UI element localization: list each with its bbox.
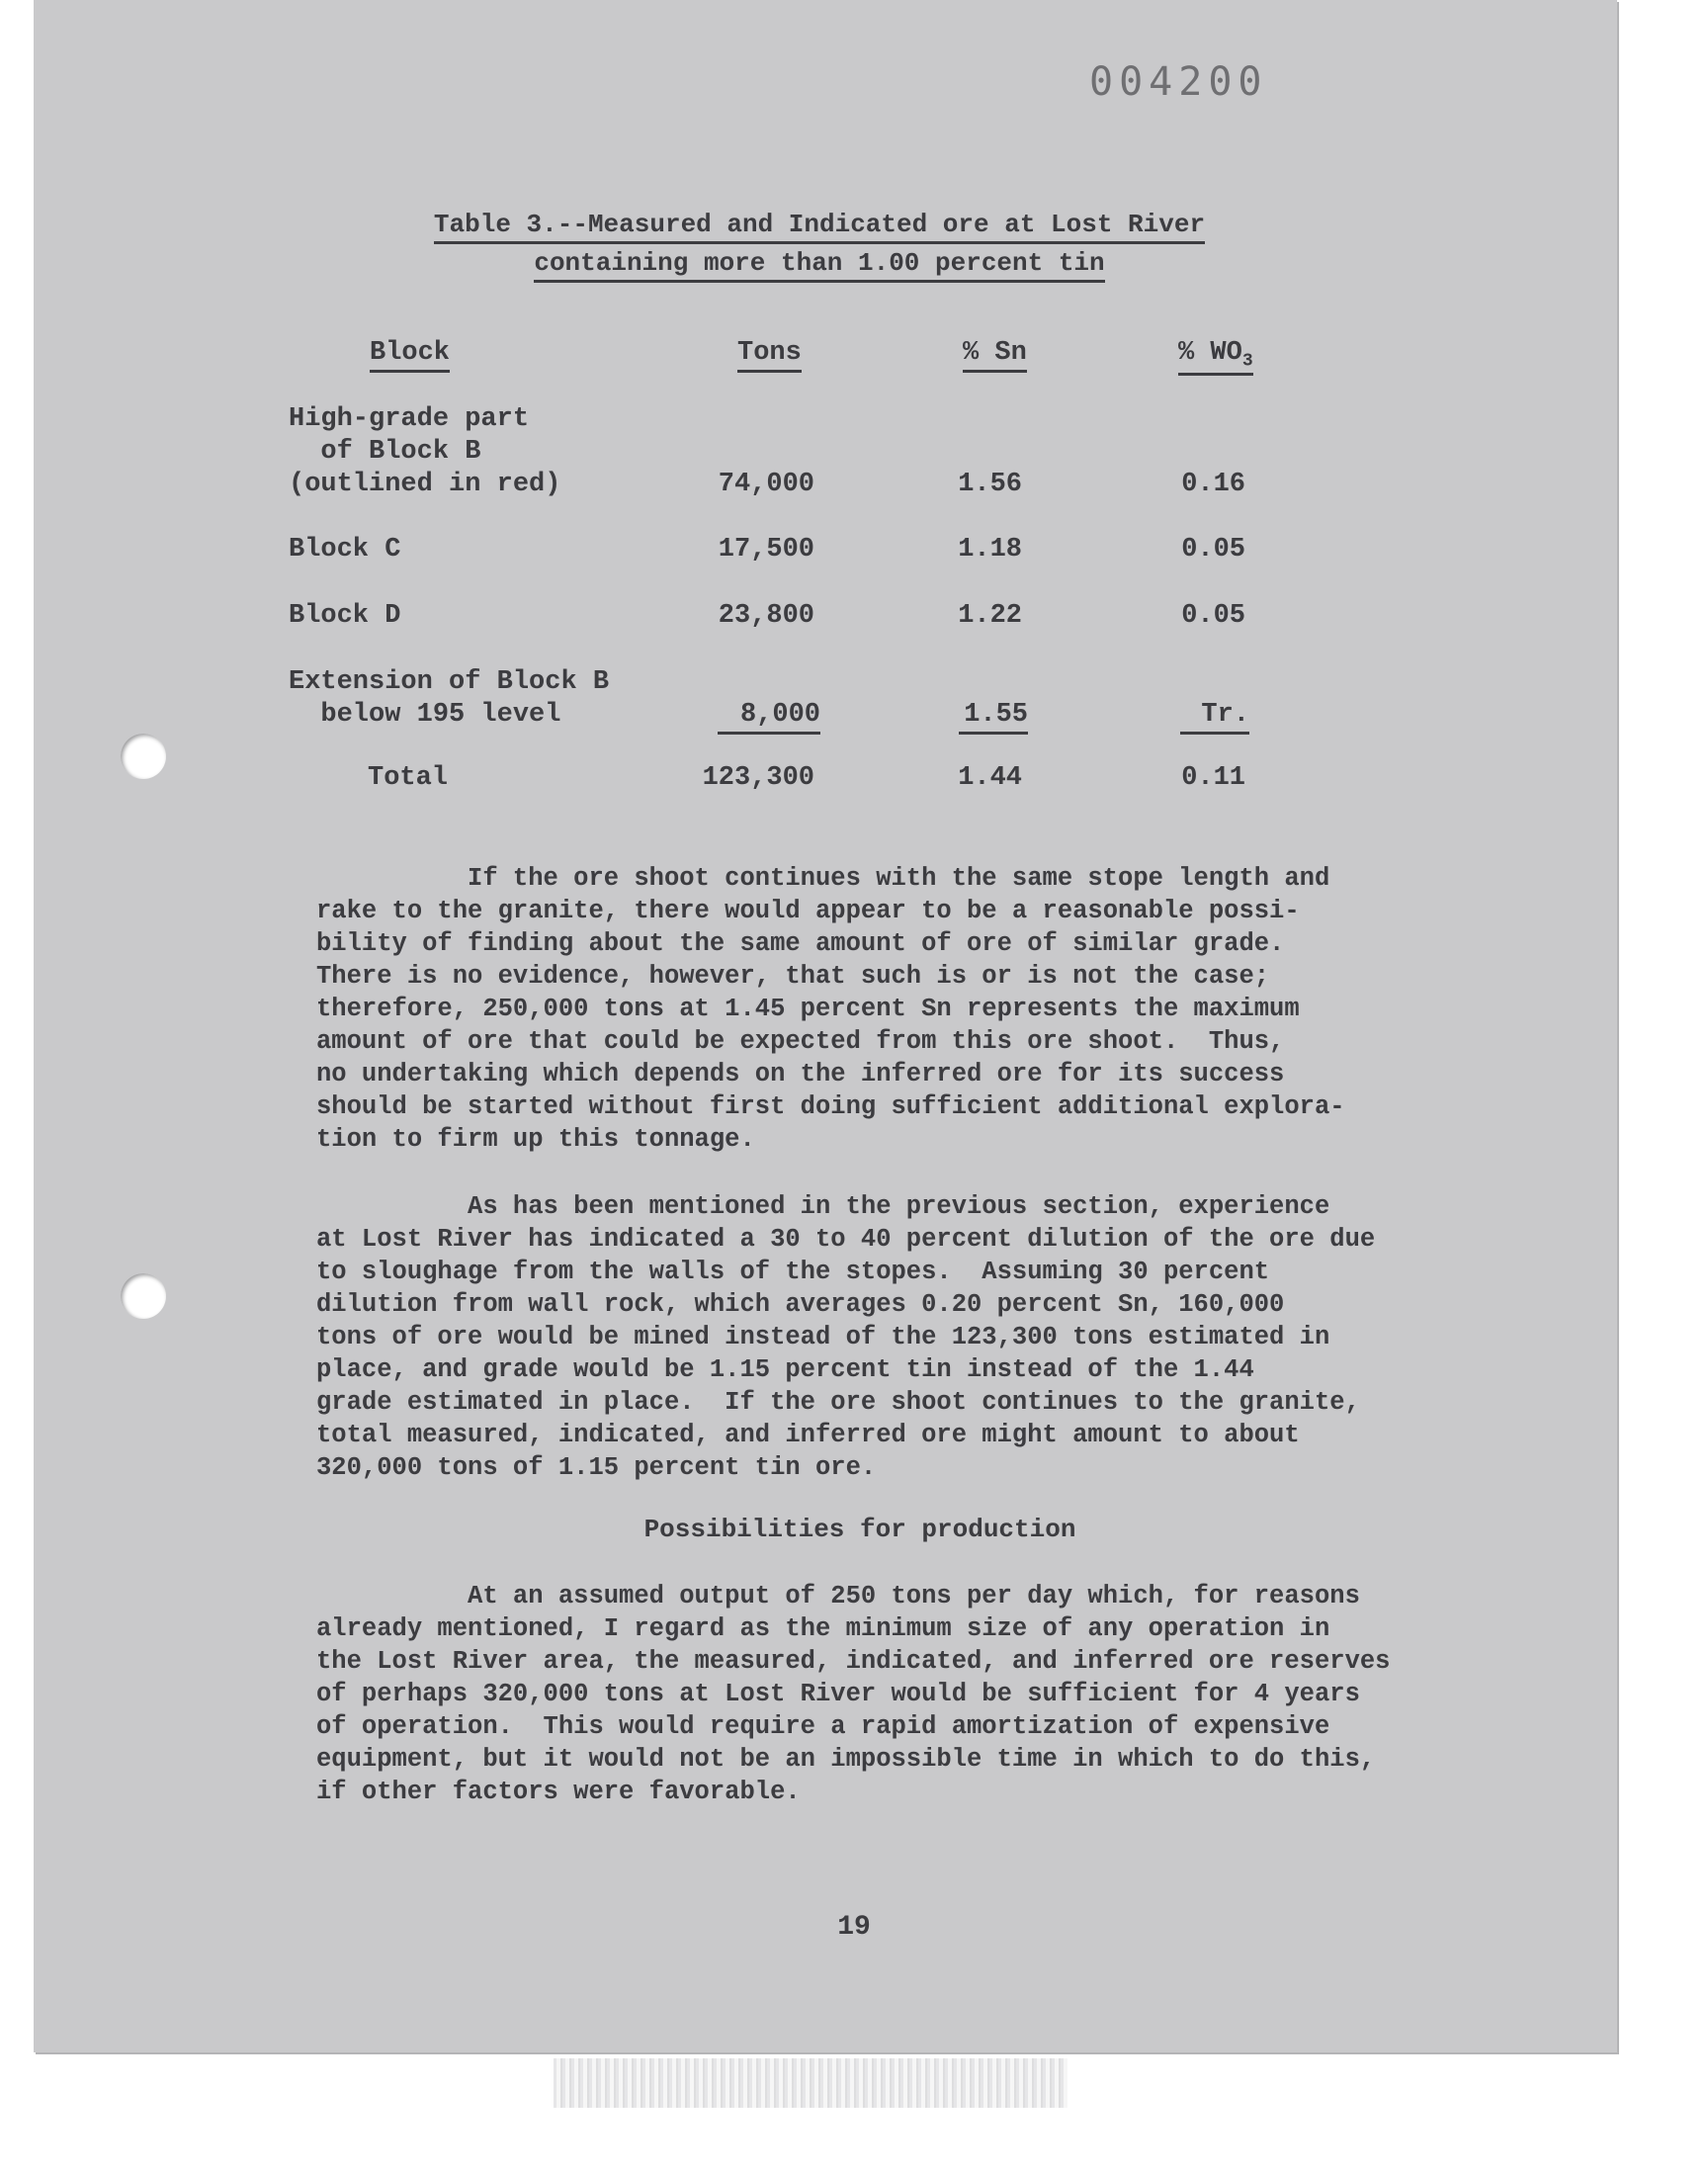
column-header-sn: % Sn (963, 338, 1027, 373)
column-header-tons: Tons (737, 338, 802, 373)
table-total-wo3: 0.11 (1181, 763, 1245, 793)
table-total-tons: 123,300 (702, 763, 814, 793)
table-title-line-2: containing more than 1.00 percent tin (534, 246, 1104, 283)
scan-edge-artifact (554, 2058, 1068, 2108)
table-cell-sn: 1.18 (958, 535, 1022, 565)
table-cell-tons: 74,000 (718, 470, 814, 499)
column-header-wo3: % $WO_3$ (1178, 338, 1253, 376)
column-header-block: Block (370, 338, 450, 373)
table-cell-wo3: 0.05 (1181, 601, 1245, 631)
section-heading: Possibilities for production (643, 1515, 1076, 1544)
table-row-label: Block C (289, 535, 401, 565)
punch-hole-lower (121, 1273, 166, 1319)
table-cell-sn: 1.56 (958, 470, 1022, 499)
table-row-label: Extension of Block B below 195 level (289, 667, 610, 730)
table-cell-wo3: 0.16 (1181, 470, 1245, 499)
table-cell-wo3: 0.05 (1181, 535, 1245, 565)
table-title-line-1: Table 3.--Measured and Indicated ore at Lost River (434, 208, 1205, 244)
table-cell-tons: 17,500 (718, 535, 814, 565)
table-cell-sn: 1.22 (958, 601, 1022, 631)
table-row-label: Block D (289, 601, 401, 631)
page-number: 19 (837, 1912, 871, 1943)
document-stamp-number: 004200 (1089, 59, 1268, 105)
table-title (320, 208, 1319, 285)
document-page (34, 0, 1617, 2052)
table-cell-tons: 8,000 (712, 700, 820, 735)
body-paragraph-2: As has been mentioned in the previous section, experience at Lost River has indicated a 30 to 40 percent dilution of the ore due to sloughage from the walls of the stopes. Assuming 30 percent dilution from wall rock, which averages 0.20 percent Sn, 160,000 tons of ore would be mined instead of the 123,300 tons estimated in place, and grade would be 1.15 percent tin instead of the 1.44 grade estimated in place. If the ore shoot continues to the granite, total measured, indicated, and inferred ore might amount to about 320,000 tons of 1.15 percent tin ore. (316, 1192, 1376, 1482)
punch-hole-upper (121, 734, 166, 779)
table-total-sn: 1.44 (958, 763, 1022, 793)
table-row-label: High-grade part of Block B (outlined in red) (289, 404, 561, 499)
body-paragraph-1: If the ore shoot continues with the same stope length and rake to the granite, there would appear to be a reasonable possi- bility of finding about the same amount of ore of similar grade. There is no evidence, however, that such is or is not the case; therefore, 250,000 tons at 1.45 percent Sn represents the maximum amount of ore that could be expected from this ore shoot. Thus, no undertaking which depends on the inferred ore for its success should be started without first doing sufficient additional explora- tion to firm up this tonnage. (316, 864, 1345, 1154)
body-paragraph-3: At an assumed output of 250 tons per day which, for reasons already mentioned, I regard as the minimum size of any operation in the Lost River area, the measured, indicated, and inferred ore reserves of perhaps 320,000 tons at Lost River would be sufficient for 4 years of operation. This would require a rapid amortization of expensive equipment, but it would not be an impossible time in which to do this, if other factors were favorable. (316, 1582, 1391, 1806)
table-cell-tons: 23,800 (718, 601, 814, 631)
table-cell-sn: 1.55 (959, 700, 1028, 735)
table-cell-wo3: Tr. (1164, 700, 1249, 735)
table-total-label: Total (368, 763, 449, 793)
